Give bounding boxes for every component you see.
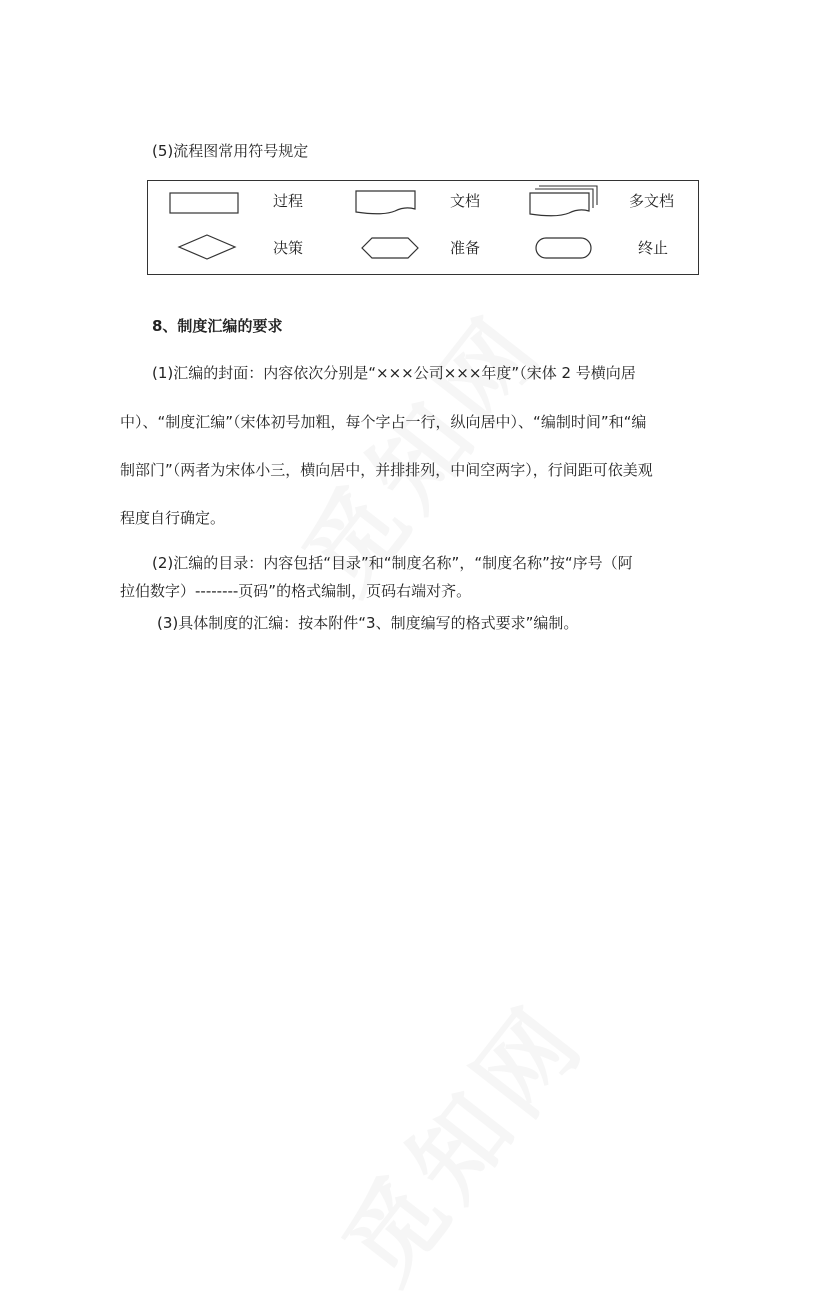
- process-symbol-icon: [169, 191, 241, 215]
- preparation-symbol-icon: [360, 236, 420, 260]
- multi-document-label: 多文档: [629, 192, 675, 210]
- preparation-label: 准备: [450, 239, 481, 257]
- terminator-symbol-icon: [535, 236, 593, 260]
- paragraph-line: 制部门”（两者为宋体小三，横向居中，并排排列，中间空两字），行间距可依美观: [120, 461, 653, 479]
- paragraph-line: 拉伯数字）--------页码”的格式编制，页码右端对齐。: [120, 582, 472, 600]
- paragraph-line: (2)汇编的目录：内容包括“目录”和“制度名称”，“制度名称”按“序号（阿: [152, 554, 633, 572]
- decision-label: 决策: [273, 239, 304, 257]
- process-label: 过程: [273, 192, 304, 210]
- paragraph-line: (3)具体制度的汇编：按本附件“3、制度编写的格式要求”编制。: [157, 614, 579, 632]
- paragraph-line: 中）、“制度汇编”（宋体初号加粗，每个字占一行，纵向居中）、“编制时间”和“编: [120, 413, 647, 431]
- watermark: [307, 971, 611, 1306]
- decision-symbol-icon: [177, 234, 237, 260]
- flowchart-symbols-table: [147, 180, 699, 275]
- document-label: 文档: [450, 192, 481, 210]
- section-title: 8、制度汇编的要求: [152, 317, 283, 335]
- paragraph-line: 程度自行确定。: [120, 509, 226, 527]
- document-symbol-icon: [355, 189, 417, 217]
- multi-document-symbol-icon: [529, 185, 599, 221]
- terminator-label: 终止: [638, 239, 669, 257]
- paragraph-line: (1)汇编的封面：内容依次分别是“×××公司×××年度”（宋体 2 号横向居: [152, 364, 636, 382]
- flowchart-symbols-heading: (5)流程图常用符号规定: [152, 142, 309, 160]
